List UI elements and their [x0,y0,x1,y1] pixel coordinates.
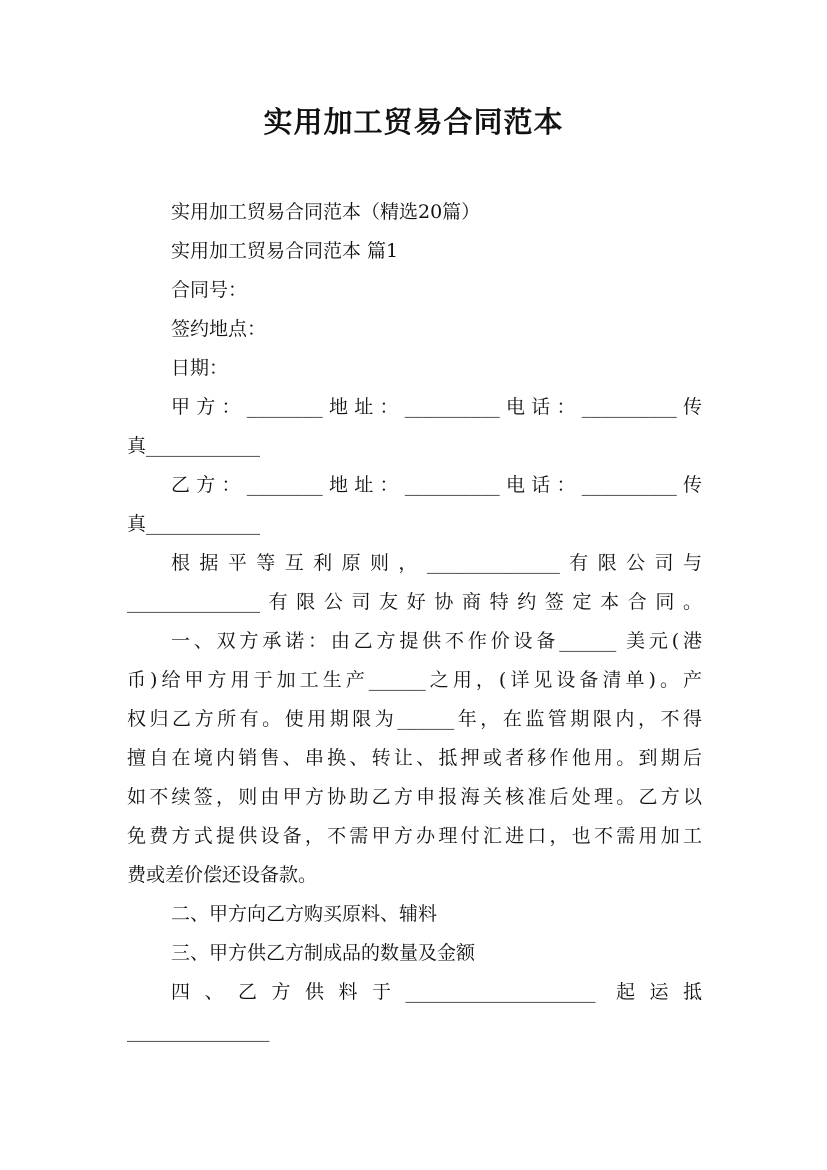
party-b-fax-line: 真____________ [127,513,261,535]
clause-three-line: 三、甲方供乙方制成品的数量及金额 [171,942,476,964]
clause-one-line: 如不续签，则由甲方协助乙方申报海关核准后处理。乙方以 [127,786,702,808]
paragraph-line: 根据平等互利原则，______________有限公司与 [171,552,702,574]
clause-two-line: 二、甲方向乙方购买原料、辅料 [171,903,438,925]
section-heading: 实用加工贸易合同范本 篇1 [171,240,399,262]
clause-one-line: 费或差价偿还设备款。 [127,864,318,886]
signing-place-label: 签约地点： [171,318,267,340]
paragraph-line: ______________有限公司友好协商特约签定本合同。 [127,591,702,613]
clause-one-line: 擅自在境内销售、串换、转让、抵押或者移作他用。到期后 [127,747,702,769]
party-a-line: 甲方：________地址：__________电话：__________传 [171,396,702,418]
clause-four-line: _______________ [127,1020,270,1042]
clause-one-line: 一、双方承诺：由乙方提供不作价设备______ 美元(港 [171,630,702,652]
clause-one-line: 币)给甲方用于加工生产______之用，(详见设备清单)。产 [127,669,702,691]
party-b-line: 乙方：________地址：__________电话：__________传 [171,474,702,496]
clause-one-line: 免费方式提供设备，不需甲方办理付汇进口，也不需用加工 [127,825,702,847]
date-label: 日期： [171,357,229,379]
contract-number-label: 合同号： [171,279,248,301]
clause-one-line: 权归乙方所有。使用期限为______年，在监管期限内，不得 [127,708,702,730]
clause-four-line: 四、乙方供料于____________________ 起运抵 [171,981,702,1003]
party-a-fax-line: 真____________ [127,435,261,457]
document-title: 实用加工贸易合同范本 [263,105,564,139]
subtitle-line: 实用加工贸易合同范本（精选20篇） [171,201,481,223]
